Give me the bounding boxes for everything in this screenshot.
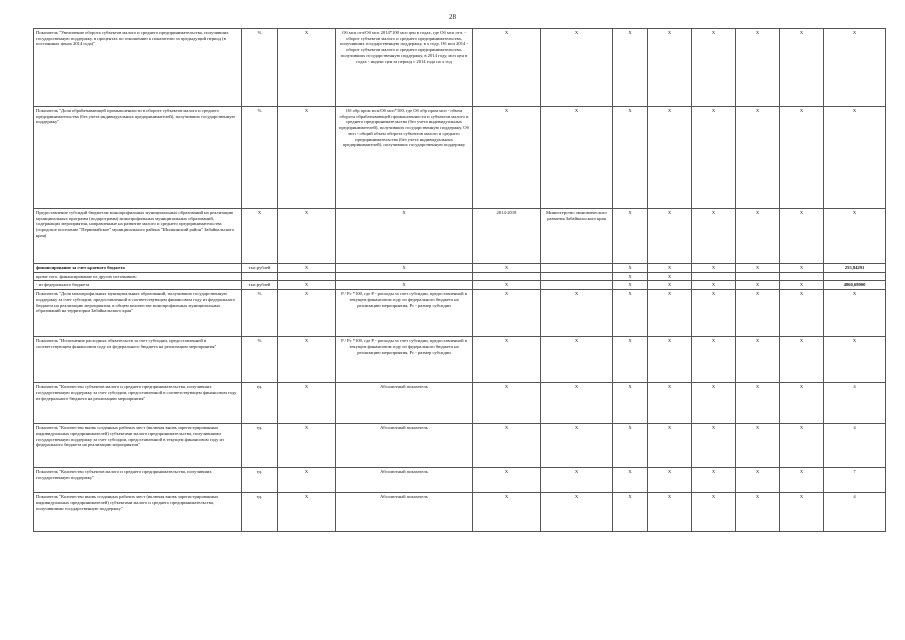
cell-value-2014: X [613, 424, 648, 468]
cell-period: X [473, 468, 541, 493]
cell-value-2015: X [648, 264, 692, 273]
cell-value-2016: X [692, 281, 736, 290]
cell-value-2016: X [692, 107, 736, 209]
cell-total-value: X [824, 290, 886, 337]
cell-value-2018: X [780, 493, 824, 532]
cell-value-2018: X [780, 264, 824, 273]
table-row [34, 383, 886, 424]
cell-base-value: X [278, 493, 336, 532]
cell-period: X [473, 493, 541, 532]
cell-indicator-name: Показатель "Количество субъектов малого и среднего предпринимательства, получивших государственную поддержку" [34, 468, 242, 493]
cell-value-2015: X [648, 468, 692, 493]
table-row [34, 272, 886, 281]
cell-value-2015: X [648, 424, 692, 468]
cell-unit [242, 272, 278, 281]
cell-formula: Абсолютный показатель [336, 424, 473, 468]
cell-value-2016: X [692, 264, 736, 273]
cell-value-2016 [692, 272, 736, 281]
cell-unit: ед. [242, 424, 278, 468]
cell-base-value: X [278, 424, 336, 468]
cell-value-2017: X [736, 383, 780, 424]
cell-total-value: X [824, 29, 886, 107]
cell-indicator-name: - из федерального бюджета [34, 281, 242, 290]
cell-base-value: X [278, 107, 336, 209]
cell-base-value: X [278, 29, 336, 107]
cell-responsible: X [541, 424, 613, 468]
cell-formula: X [336, 281, 473, 290]
cell-value-2015: X [648, 29, 692, 107]
table-row [34, 107, 886, 209]
cell-value-2017: X [736, 424, 780, 468]
cell-unit: % [242, 337, 278, 383]
cell-formula: Об мсп отч/Об мсп 2014*100 мсп цен в годах, где Об мсп отч. - оборот субъектов малого и среднего предпринимательства, получивших государственную поддержку, в x году, Об мсп 2014 - оборот субъектов малого и среднего предпринимательства, получивших государственную поддержку, в 2014 году, мсп цен в годах - индекс цен за период с 2014 года по x год [336, 29, 473, 107]
cell-value-2015: X [648, 383, 692, 424]
cell-formula [336, 272, 473, 281]
cell-value-2014: X [613, 272, 648, 281]
table-row [34, 29, 886, 107]
cell-responsible: X [541, 493, 613, 532]
cell-value-2017: X [736, 29, 780, 107]
cell-indicator-name: Показатель "Доля монопрофильных муниципальных образований, получивших государственную поддержку за счет субсидии, предоставленной в соответствующем финансовом году из федерального бюджета на реализацию мероприятия, в общем количестве монопрофильных муниципальных образований на территории Забайкальского края" [34, 290, 242, 337]
cell-value-2015: X [648, 272, 692, 281]
cell-value-2018: X [780, 337, 824, 383]
cell-unit: тыс.рублей [242, 264, 278, 273]
cell-indicator-name: Показатель "Увеличение оборота субъектов малого и среднего предпринимательства, получивших государственную поддержку, в процентах по отношению к показателю за предыдущий период (в постоянных ценах 2014 года)" [34, 29, 242, 107]
cell-formula: Абсолютный показатель [336, 493, 473, 532]
cell-value-2017: X [736, 209, 780, 264]
cell-value-2017: X [736, 337, 780, 383]
cell-value-2018: X [780, 290, 824, 337]
cell-value-2018: X [780, 209, 824, 264]
cell-value-2018: X [780, 383, 824, 424]
cell-responsible: X [541, 468, 613, 493]
cell-responsible: X [541, 29, 613, 107]
table-row [34, 290, 886, 337]
cell-value-2017: X [736, 493, 780, 532]
cell-value-2014: X [613, 493, 648, 532]
cell-value-2016: X [692, 424, 736, 468]
cell-value-2016: X [692, 337, 736, 383]
cell-value-2014: X [613, 337, 648, 383]
cell-period: X [473, 29, 541, 107]
cell-formula: X [336, 264, 473, 273]
cell-total-value: 7 [824, 468, 886, 493]
cell-value-2014: X [613, 107, 648, 209]
table-row [34, 209, 886, 264]
cell-unit: % [242, 107, 278, 209]
cell-value-2015: X [648, 107, 692, 209]
table-row [34, 337, 886, 383]
cell-unit: тыс.рублей [242, 281, 278, 290]
cell-indicator-name: кроме того, финансирование из других источников: [34, 272, 242, 281]
cell-indicator-name: Показатель "Исполнение расходных обязательств за счет субсидии, предоставленной в соответствующем финансовом году из федерального бюджета на реализацию мероприятия" [34, 337, 242, 383]
cell-total-value: X [824, 337, 886, 383]
cell-value-2016: X [692, 29, 736, 107]
cell-base-value: X [278, 383, 336, 424]
cell-unit: ед. [242, 493, 278, 532]
page-number: 28 [449, 13, 456, 21]
cell-indicator-name: Предоставление субсидий бюджетам монопрофильных муниципальных образований на реализацию муниципальных программ (подпрограмм) монопрофильных муниципальных образований, содержащих мероприятия, направленные на развитие малого и среднего предпринимательства (городское поселение "Первомайское" муниципального района "Шилкинский район" Забайкальского края) [34, 209, 242, 264]
cell-value-2015: X [648, 281, 692, 290]
cell-responsible [541, 264, 613, 273]
cell-value-2018: X [780, 468, 824, 493]
cell-responsible [541, 281, 613, 290]
cell-unit: X [242, 209, 278, 264]
cell-responsible: X [541, 383, 613, 424]
table-row [34, 493, 886, 532]
cell-base-value: X [278, 468, 336, 493]
cell-period: X [473, 281, 541, 290]
cell-value-2016: X [692, 209, 736, 264]
table-row [34, 468, 886, 493]
cell-formula: Об обр пром мсп/Об мсп*100, где Об обр пром мсп - объем оборота обрабатывающей промышленности и субъектов малого и среднего предпринимательства (без учета индивидуальных предпринимателей), получивших государственную поддержку, Об мсп - общий объем оборота субъектов малого и среднего предпринимательства (без учета индивидуальных предпринимателей), получивших государственную поддержку [336, 107, 473, 209]
cell-value-2014: X [613, 468, 648, 493]
cell-value-2015: X [648, 493, 692, 532]
cell-base-value: X [278, 290, 336, 337]
cell-formula: P / Рс *100, где P - расходы за счет субсидии, предоставленной в текущем финансовом году из федерального бюджета на реализацию мероприятия, Рс - размер субсидии [336, 290, 473, 337]
cell-value-2016: X [692, 290, 736, 337]
cell-value-2016: X [692, 383, 736, 424]
cell-value-2018: X [780, 29, 824, 107]
cell-total-value: 255,84291 [824, 264, 886, 273]
cell-unit: ед. [242, 468, 278, 493]
cell-total-value: 4 [824, 424, 886, 468]
cell-total-value [824, 272, 886, 281]
cell-value-2018: X [780, 281, 824, 290]
cell-value-2017: X [736, 264, 780, 273]
table-row [34, 264, 886, 273]
program-indicators-table [33, 28, 886, 532]
cell-base-value: X [278, 264, 336, 273]
cell-total-value: X [824, 107, 886, 209]
cell-base-value [278, 272, 336, 281]
cell-period: X [473, 424, 541, 468]
cell-responsible: X [541, 290, 613, 337]
cell-base-value: X [278, 281, 336, 290]
cell-period [473, 272, 541, 281]
cell-value-2017 [736, 272, 780, 281]
cell-formula: X [336, 209, 473, 264]
cell-value-2018: X [780, 424, 824, 468]
cell-period: 2014-2018 [473, 209, 541, 264]
cell-value-2015: X [648, 209, 692, 264]
cell-value-2017: X [736, 107, 780, 209]
cell-value-2017: X [736, 468, 780, 493]
cell-formula: Абсолютный показатель [336, 383, 473, 424]
table-row [34, 424, 886, 468]
cell-period: X [473, 383, 541, 424]
cell-value-2014: X [613, 264, 648, 273]
cell-responsible: X [541, 337, 613, 383]
cell-value-2014: X [613, 281, 648, 290]
cell-total-value: X [824, 209, 886, 264]
cell-formula: Абсолютный показатель [336, 468, 473, 493]
cell-responsible: Министерство экономического развития Забайкальского края [541, 209, 613, 264]
cell-indicator-name: Показатель "Количество вновь созданных рабочих мест (включая вновь зарегистрированных индивидуальных предпринимателей) субъектами малого предпринимательства, получившими государственную поддержку за счет субсидии, предоставленной в текущем финансовом году из федерального бюджета на реализацию мероприятия" [34, 424, 242, 468]
cell-unit: % [242, 29, 278, 107]
cell-responsible [541, 272, 613, 281]
cell-indicator-name: Показатель "Количество субъектов малого и среднего предпринимательства, получивших государственную поддержку за счет субсидии, предоставленной в соответствующем финансовом году из федерального бюджета на реализацию мероприятия" [34, 383, 242, 424]
cell-value-2017: X [736, 281, 780, 290]
cell-period: X [473, 264, 541, 273]
cell-responsible: X [541, 107, 613, 209]
cell-period: X [473, 337, 541, 383]
cell-indicator-name: финансирование за счет краевого бюджета [34, 264, 242, 273]
cell-base-value: X [278, 209, 336, 264]
cell-value-2016: X [692, 493, 736, 532]
cell-value-2014: X [613, 209, 648, 264]
table-row [34, 281, 886, 290]
cell-value-2014: X [613, 29, 648, 107]
cell-value-2016: X [692, 468, 736, 493]
cell-value-2017: X [736, 290, 780, 337]
cell-value-2015: X [648, 290, 692, 337]
cell-value-2014: X [613, 290, 648, 337]
cell-indicator-name: Показатель "Количество вновь созданных рабочих мест (включая вновь зарегистрированных индивидуальных предпринимателей) субъектами малого и среднего предпринимательства, получившими государственную поддержку" [34, 493, 242, 532]
cell-period: X [473, 107, 541, 209]
cell-unit: % [242, 290, 278, 337]
cell-value-2015: X [648, 337, 692, 383]
cell-value-2018 [780, 272, 824, 281]
cell-unit: ед. [242, 383, 278, 424]
cell-base-value: X [278, 337, 336, 383]
cell-indicator-name: Показатель "Доля обрабатывающей промышленности в обороте субъектов малого и среднего предпринимательства (без учета индивидуальных предпринимателей), получивших государственную поддержку" [34, 107, 242, 209]
cell-total-value: 4 [824, 383, 886, 424]
cell-total-value: 4 [824, 493, 886, 532]
cell-formula: P / Рс *100, где P - расходы за счет субсидии, предоставленной в текущем финансовом году из федерального бюджета на реализацию мероприятия, Рс - размер субсидии [336, 337, 473, 383]
cell-period: X [473, 290, 541, 337]
cell-value-2014: X [613, 383, 648, 424]
cell-total-value: 4860,68000 [824, 281, 886, 290]
cell-value-2018: X [780, 107, 824, 209]
